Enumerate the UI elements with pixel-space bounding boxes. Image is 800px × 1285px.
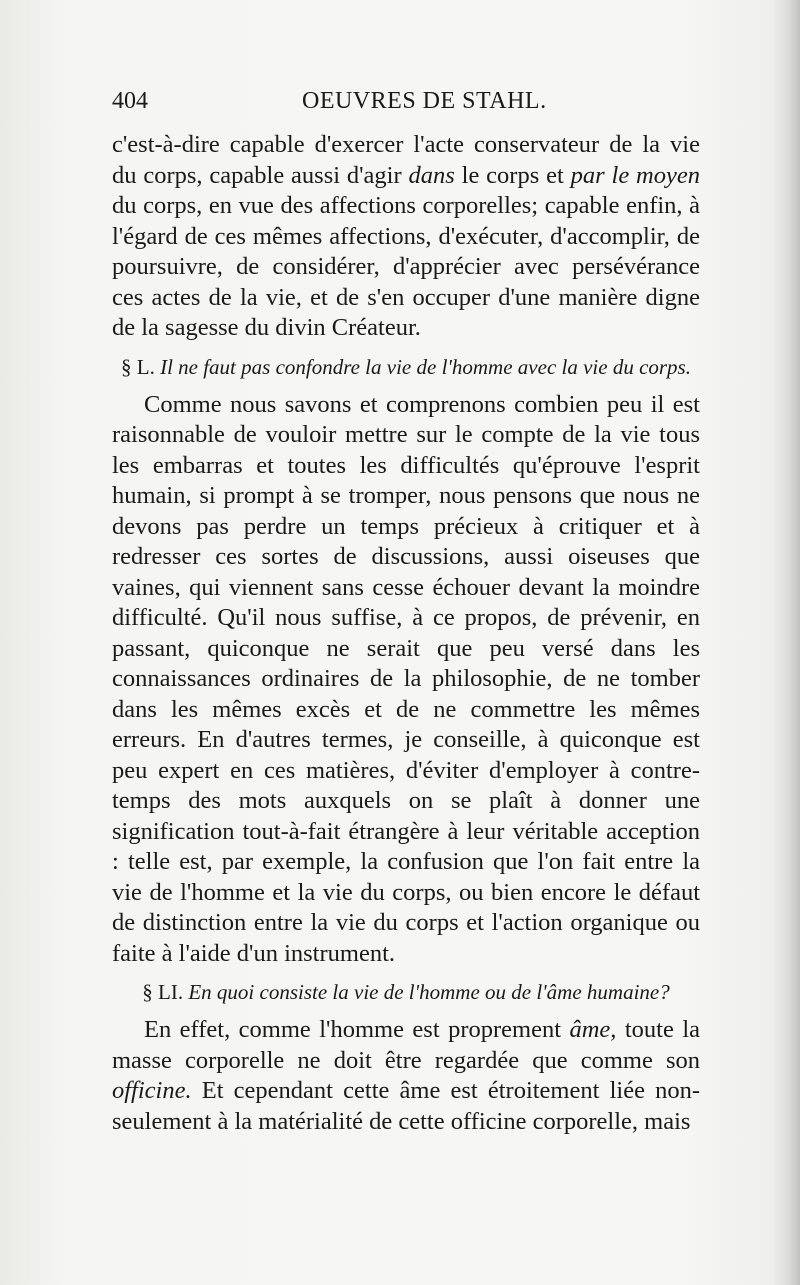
paragraph-1-text-3: du corps, en vue des affections corporelles; capable enfin, à l'égard de ces mêmes affections, d'exécuter, d'accomplir, de poursuivre, de considérer, d'apprécier avec persévérance ces actes de la vie, et de s'en occuper d'une manière digne de la sagesse du divin Créateur.	[112, 192, 700, 341]
page-header	[112, 88, 702, 128]
paragraph-3	[112, 1015, 700, 1137]
body-text	[112, 130, 700, 1137]
running-title: OEUVRES DE STAHL.	[302, 88, 547, 114]
paragraph-3-text-3: Et cependant cette âme est étroitement liée non-seulement à la matérialité de cette officine corporelle, mais	[112, 1077, 700, 1135]
paragraph-2-text: Comme nous savons et comprenons combien peu il est raisonnable de vouloir mettre sur le compte de la vie tous les embarras et toutes les difficultés qu'éprouve l'esprit humain, si prompt à se tromper, nous pensons que nous ne devons pas perdre un temps précieux à critiquer et à redresser ces sortes de discussions, aussi oiseuses que vaines, qui viennent sans cesse échouer devant la moindre difficulté. Qu'il nous suffise, à ce propos, de prévenir, en passant, quiconque ne serait que peu versé dans les connaissances ordinaires de la philosophie, de ne tomber dans les mêmes excès et de ne commettre les mêmes erreurs. En d'autres termes, je conseille, à quiconque est peu expert en ces matières, d'éviter d'employer à contre-temps des mots auxquels on se plaît à donner une signification tout-à-fait étrangère à leur véritable acception : telle est, par exemple, la confusion que l'on fait entre la vie de l'homme et la vie du corps, ou bien encore le défaut de distinction entre la vie du corps et l'action organique ou faite à l'aide d'un instrument.	[112, 390, 700, 967]
section-heading-LI	[112, 979, 700, 1005]
paragraph-3-text-2: toute la masse corporelle ne doit être regardée que comme son	[112, 1016, 700, 1074]
paragraph-3-emphasis-2: officine.	[112, 1077, 192, 1104]
paragraph-1-emphasis-2: par le moyen	[570, 161, 700, 189]
section-label-L: § L.	[121, 354, 155, 379]
paragraph-1-text-2: le corps et	[454, 161, 571, 189]
paragraph-2	[112, 390, 700, 970]
section-title-LI: En quoi consiste la vie de l'homme ou de l'âme humaine?	[188, 980, 670, 1004]
section-label-LI: § LI.	[142, 980, 184, 1004]
paragraph-1	[112, 130, 700, 344]
section-heading-L	[112, 354, 700, 380]
paragraph-3-text-1: En effet, comme l'homme est proprement	[144, 1016, 570, 1043]
page-number: 404	[112, 88, 148, 114]
page-edge-shadow	[772, 0, 800, 1285]
paragraph-3-emphasis-1: âme,	[569, 1016, 617, 1043]
paragraph-1-text-1: c'est-à-dire capable d'exercer l'acte conservateur de la vie du corps, capable aussi d'agir	[112, 131, 700, 189]
section-title-L: Il ne faut pas confondre la vie de l'homme avec la vie du corps.	[160, 354, 691, 379]
paragraph-1-emphasis-1: dans	[408, 161, 455, 189]
